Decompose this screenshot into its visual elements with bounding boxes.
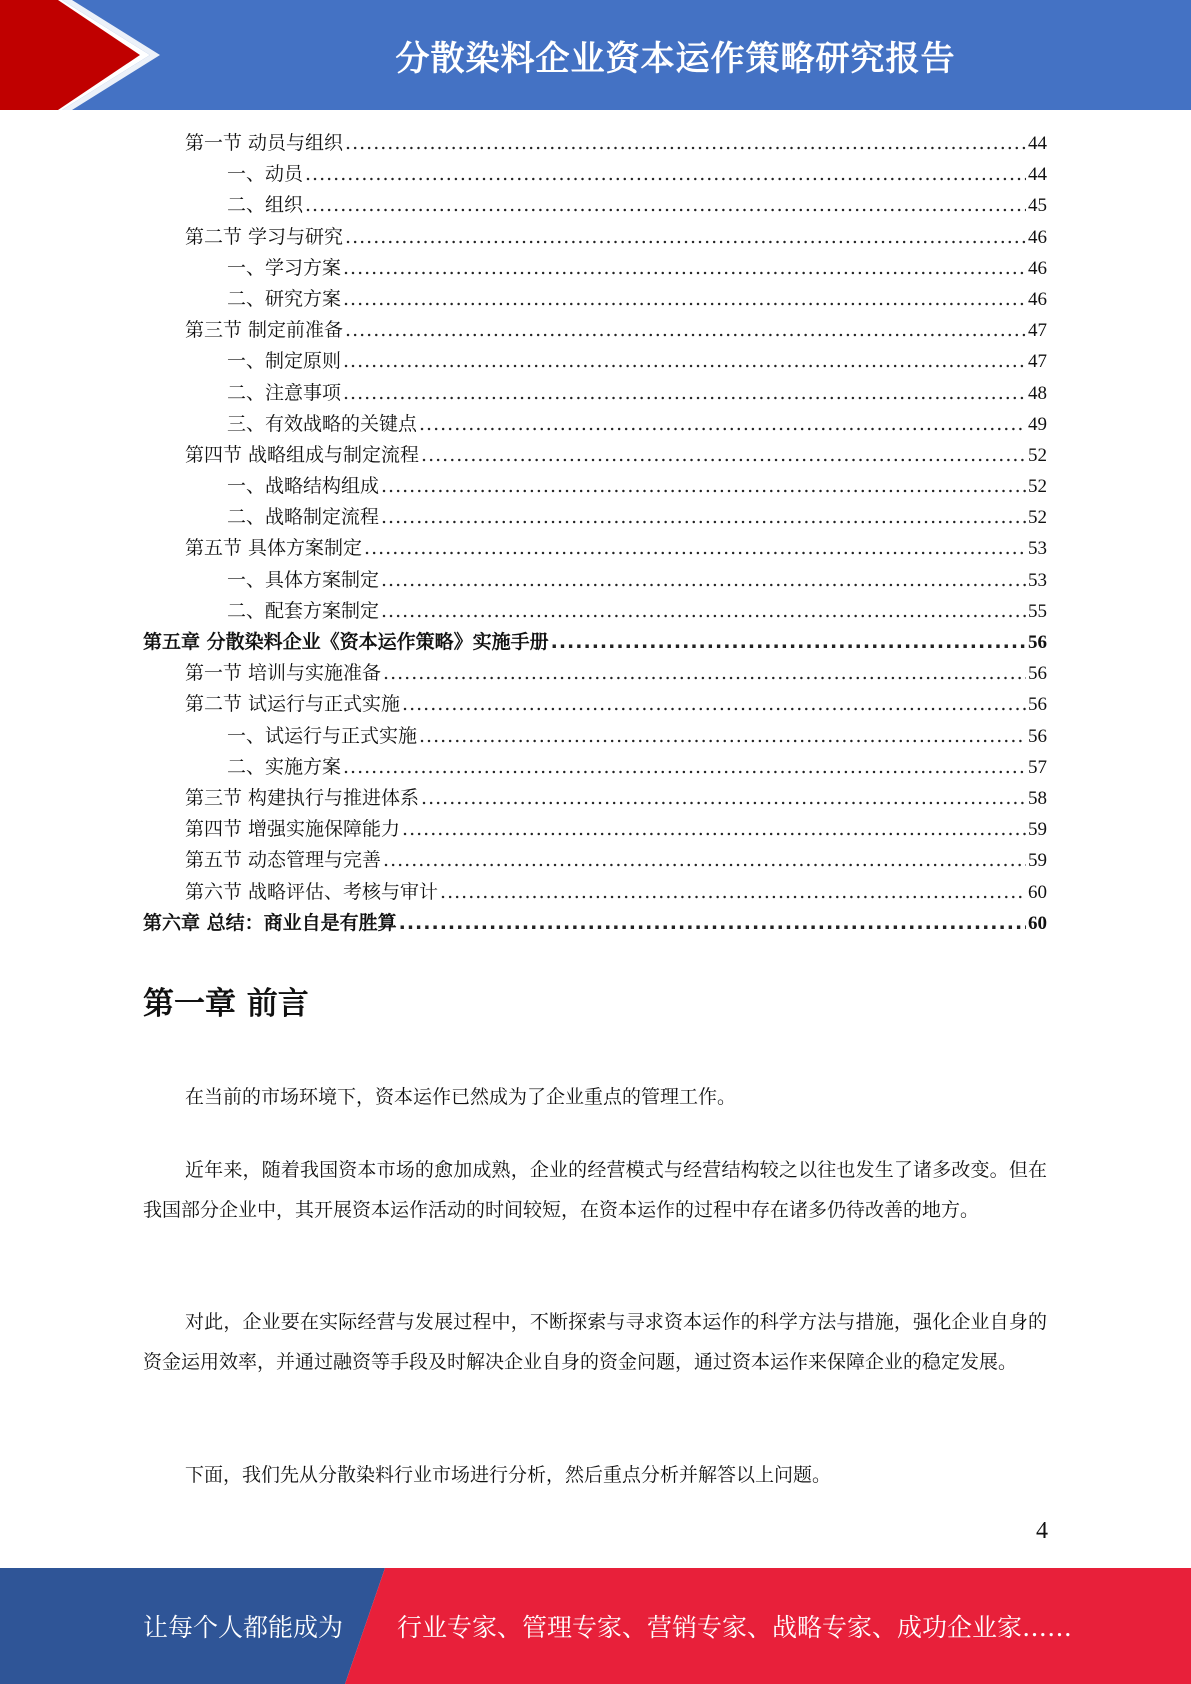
toc-entry-title: 一、学习方案 bbox=[227, 256, 342, 279]
toc-entry-page: 46 bbox=[1028, 257, 1047, 279]
body-paragraph-1 bbox=[143, 1077, 1047, 1117]
toc-leader-dots bbox=[343, 253, 1026, 284]
page-header bbox=[0, 0, 1191, 110]
toc-leader-dots bbox=[402, 689, 1026, 720]
toc-entry[interactable] bbox=[143, 409, 1047, 440]
toc-entry[interactable] bbox=[143, 284, 1047, 315]
paragraph: 对此，企业要在实际经营与发展过程中，不断探索与寻求资本运作的科学方法与措施，强化企业自身的资金运用效率，并通过融资等手段及时解决企业自身的资金问题，通过资本运作来保障企业的稳定发展。 bbox=[143, 1311, 1047, 1373]
toc-entry[interactable] bbox=[143, 845, 1047, 876]
toc-entry-page: 59 bbox=[1028, 819, 1047, 841]
toc-leader-dots bbox=[343, 378, 1026, 409]
toc-leader-dots bbox=[381, 471, 1026, 502]
body-paragraph-4 bbox=[143, 1455, 1047, 1495]
toc-leader-dots bbox=[381, 502, 1026, 533]
toc-leader-dots bbox=[305, 190, 1026, 221]
paragraph: 下面，我们先从分散染料行业市场进行分析，然后重点分析并解答以上问题。 bbox=[185, 1464, 832, 1486]
toc-leader-dots bbox=[343, 284, 1026, 315]
toc-entry[interactable] bbox=[143, 346, 1047, 377]
toc-entry[interactable] bbox=[143, 159, 1047, 190]
toc-entry-page: 60 bbox=[1028, 912, 1047, 934]
toc-leader-dots bbox=[345, 222, 1026, 253]
toc-entry[interactable] bbox=[143, 502, 1047, 533]
toc-entry-title: 第三节 制定前准备 bbox=[185, 319, 344, 342]
toc-entry-page: 53 bbox=[1028, 538, 1047, 560]
toc-entry-page: 60 bbox=[1028, 881, 1047, 903]
toc-entry-page: 44 bbox=[1028, 164, 1047, 186]
toc-entry-page: 52 bbox=[1028, 444, 1047, 466]
toc-entry-page: 53 bbox=[1028, 569, 1047, 591]
toc-leader-dots bbox=[381, 596, 1026, 627]
toc-entry[interactable] bbox=[143, 596, 1047, 627]
toc-entry-title: 第一节 培训与实施准备 bbox=[185, 662, 382, 685]
toc-entry[interactable] bbox=[143, 440, 1047, 471]
toc-leader-dots bbox=[343, 752, 1026, 783]
toc-entry-page: 57 bbox=[1028, 756, 1047, 778]
toc-entry-title: 第六章 总结：商业自是有胜算 bbox=[143, 911, 397, 934]
toc-entry[interactable] bbox=[143, 378, 1047, 409]
toc-entry-page: 47 bbox=[1028, 320, 1047, 342]
toc-entry-page: 58 bbox=[1028, 787, 1047, 809]
toc-entry-page: 46 bbox=[1028, 288, 1047, 310]
toc-entry-title: 第二节 学习与研究 bbox=[185, 225, 344, 248]
chapter-title: 第一章 前言 bbox=[143, 986, 309, 1022]
toc-entry-page: 52 bbox=[1028, 476, 1047, 498]
toc-entry-page: 45 bbox=[1028, 195, 1047, 217]
toc-entry-title: 二、注意事项 bbox=[227, 381, 342, 404]
toc-entry[interactable] bbox=[143, 565, 1047, 596]
toc-entry[interactable] bbox=[143, 533, 1047, 564]
toc-leader-dots bbox=[345, 315, 1026, 346]
toc-entry[interactable] bbox=[143, 315, 1047, 346]
footer-slogan-right: 行业专家、管理专家、营销专家、战略专家、成功企业家…… bbox=[397, 1613, 1073, 1642]
toc-entry-title: 第五章 分散染料企业《资本运作策略》实施手册 bbox=[143, 631, 549, 653]
toc-entry-title: 二、战略制定流程 bbox=[227, 506, 380, 529]
toc-entry-page: 49 bbox=[1028, 413, 1047, 435]
toc-entry[interactable] bbox=[143, 253, 1047, 284]
toc-leader-dots bbox=[345, 128, 1026, 159]
toc-entry-title: 第一节 动员与组织 bbox=[185, 132, 344, 154]
toc-leader-dots bbox=[421, 440, 1026, 471]
toc-entry-title: 第四节 战略组成与制定流程 bbox=[185, 443, 420, 466]
toc-leader-dots bbox=[419, 409, 1026, 440]
toc-entry-title: 一、动员 bbox=[227, 163, 304, 186]
body-paragraph-2 bbox=[143, 1150, 1047, 1230]
toc-entry-title: 第二节 试运行与正式实施 bbox=[185, 693, 401, 716]
toc-entry[interactable] bbox=[143, 222, 1047, 253]
toc-entry[interactable] bbox=[143, 627, 1047, 658]
toc-entry-title: 一、具体方案制定 bbox=[227, 568, 380, 591]
toc-entry-page: 56 bbox=[1028, 632, 1047, 653]
toc-entry-page: 44 bbox=[1028, 133, 1047, 154]
toc-entry-title: 第六节 战略评估、考核与审计 bbox=[185, 880, 439, 903]
toc-entry-title: 二、配套方案制定 bbox=[227, 599, 380, 622]
report-title: 分散染料企业资本运作策略研究报告 bbox=[395, 38, 956, 79]
toc-leader-dots bbox=[419, 721, 1026, 752]
paragraph: 近年来，随着我国资本市场的愈加成熟，企业的经营模式与经营结构较之以往也发生了诸多改变。但在我国部分企业中，其开展资本运作活动的时间较短，在资本运作的过程中存在诸多仍待改善的地方。 bbox=[143, 1159, 1047, 1221]
toc-entry-title: 三、有效战略的关键点 bbox=[227, 412, 418, 435]
footer-slogan-left: 让每个人都能成为 bbox=[143, 1613, 344, 1642]
toc-entry-title: 一、制定原则 bbox=[227, 350, 342, 373]
body-paragraph-3 bbox=[143, 1302, 1047, 1382]
toc-entry-title: 二、实施方案 bbox=[227, 755, 342, 778]
toc-entry[interactable] bbox=[143, 658, 1047, 689]
toc-leader-dots bbox=[305, 159, 1026, 190]
toc-entry[interactable] bbox=[143, 752, 1047, 783]
toc-entry-page: 56 bbox=[1028, 663, 1047, 685]
toc-entry[interactable] bbox=[143, 877, 1047, 908]
page-number: 4 bbox=[1036, 1518, 1048, 1544]
toc-leader-dots bbox=[383, 845, 1026, 876]
toc-entry[interactable] bbox=[143, 471, 1047, 502]
toc-entry-page: 48 bbox=[1028, 382, 1047, 404]
toc-leader-dots bbox=[399, 908, 1026, 939]
toc-leader-dots bbox=[440, 877, 1026, 908]
toc-entry-page: 56 bbox=[1028, 725, 1047, 747]
toc-entry-page: 47 bbox=[1028, 351, 1047, 373]
toc-entry[interactable] bbox=[143, 689, 1047, 720]
toc-entry-title: 第五节 动态管理与完善 bbox=[185, 849, 382, 872]
toc-entry[interactable] bbox=[143, 128, 1047, 159]
toc-entry[interactable] bbox=[143, 721, 1047, 752]
toc-leader-dots bbox=[383, 658, 1026, 689]
toc-entry-title: 第三节 构建执行与推进体系 bbox=[185, 786, 420, 809]
toc-entry[interactable] bbox=[143, 908, 1047, 939]
toc-entry-title: 一、试运行与正式实施 bbox=[227, 724, 418, 747]
toc-entry[interactable] bbox=[143, 783, 1047, 814]
toc-entry-title: 第四节 增强实施保障能力 bbox=[185, 818, 401, 841]
table-of-contents bbox=[143, 128, 1047, 939]
toc-leader-dots bbox=[551, 627, 1026, 658]
paragraph: 在当前的市场环境下，资本运作已然成为了企业重点的管理工作。 bbox=[185, 1086, 737, 1108]
toc-leader-dots bbox=[421, 783, 1026, 814]
toc-leader-dots bbox=[364, 533, 1026, 564]
toc-entry-page: 52 bbox=[1028, 507, 1047, 529]
toc-entry[interactable] bbox=[143, 190, 1047, 221]
toc-leader-dots bbox=[343, 346, 1026, 377]
toc-entry-page: 46 bbox=[1028, 226, 1047, 248]
toc-entry-page: 56 bbox=[1028, 694, 1047, 716]
toc-entry-page: 55 bbox=[1028, 600, 1047, 622]
toc-entry-title: 一、战略结构组成 bbox=[227, 475, 380, 498]
page-footer bbox=[0, 1568, 1191, 1684]
toc-entry[interactable] bbox=[143, 814, 1047, 845]
toc-leader-dots bbox=[381, 565, 1026, 596]
toc-entry-title: 第五节 具体方案制定 bbox=[185, 537, 363, 560]
toc-leader-dots bbox=[402, 814, 1026, 845]
toc-entry-page: 59 bbox=[1028, 850, 1047, 872]
toc-entry-title: 二、研究方案 bbox=[227, 287, 342, 310]
toc-entry-title: 二、组织 bbox=[227, 194, 304, 217]
